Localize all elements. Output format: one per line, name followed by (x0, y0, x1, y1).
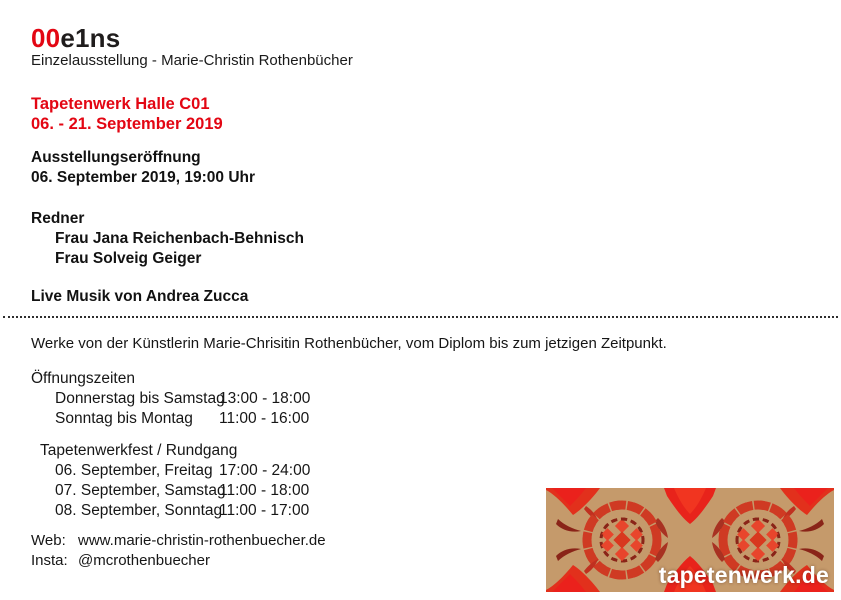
fest-row-label: 08. September, Sonntag (55, 502, 223, 519)
tapetenwerk-banner-image (546, 488, 834, 592)
hours-row (31, 409, 310, 429)
hours-row (31, 389, 310, 409)
hours-row-time: 13:00 - 18:00 (219, 390, 311, 407)
fest-row (40, 461, 310, 481)
page-title (31, 24, 120, 52)
contact-row-insta (31, 551, 326, 571)
fest-row-time: 11:00 - 17:00 (219, 502, 310, 519)
fest-row-label: 06. September, Freitag (55, 462, 213, 479)
fest-row (40, 481, 310, 501)
title-black-part: e1ns (60, 23, 121, 53)
tapetenwerk-url-label: tapetenwerk.de (658, 562, 829, 588)
event-block (31, 94, 223, 134)
speakers-block (31, 209, 304, 269)
opening-heading: Ausstellungseröffnung (31, 149, 201, 166)
fest-heading: Tapetenwerkfest / Rundgang (40, 442, 238, 459)
contact-insta-label: Insta: (31, 551, 68, 569)
hours-row-label: Donnerstag bis Samstag (55, 390, 225, 407)
fest-row-label: 07. September, Samstag (55, 482, 226, 499)
event-venue: Tapetenwerk Halle C01 (31, 95, 210, 113)
event-date-range: 06. - 21. September 2019 (31, 115, 223, 133)
contact-block (31, 531, 326, 570)
contact-web-label: Web: (31, 532, 66, 549)
website-url[interactable]: www.marie-christin-rothenbuecher.de (78, 532, 326, 549)
speaker-name: Frau Solveig Geiger (55, 250, 202, 267)
page-subtitle: Einzelausstellung - Marie-Christin Rothenbücher (31, 52, 353, 69)
dotted-divider (3, 316, 838, 318)
opening-block (31, 148, 255, 188)
contact-row-web (31, 531, 326, 551)
fest-row (40, 501, 310, 521)
fest-block (40, 441, 310, 521)
instagram-handle[interactable]: @mcrothenbuecher (78, 551, 210, 569)
opening-hours-block (31, 369, 310, 429)
hours-row-time: 11:00 - 16:00 (219, 410, 310, 427)
title-red-part: 00 (31, 23, 61, 53)
opening-hours-heading: Öffnungszeiten (31, 370, 135, 387)
hours-row-label: Sonntag bis Montag (55, 410, 193, 427)
live-music-line: Live Musik von Andrea Zucca (31, 288, 249, 305)
description-line: Werke von der Künstlerin Marie-Chrisitin Rothenbücher, vom Diplom bis zum jetzigen Zeitpunkt. (31, 335, 667, 352)
speakers-heading: Redner (31, 210, 85, 227)
fest-row-time: 11:00 - 18:00 (219, 482, 310, 499)
fest-row-time: 17:00 - 24:00 (219, 462, 311, 479)
opening-datetime: 06. September 2019, 19:00 Uhr (31, 169, 256, 186)
speaker-name: Frau Jana Reichenbach-Behnisch (55, 230, 304, 247)
